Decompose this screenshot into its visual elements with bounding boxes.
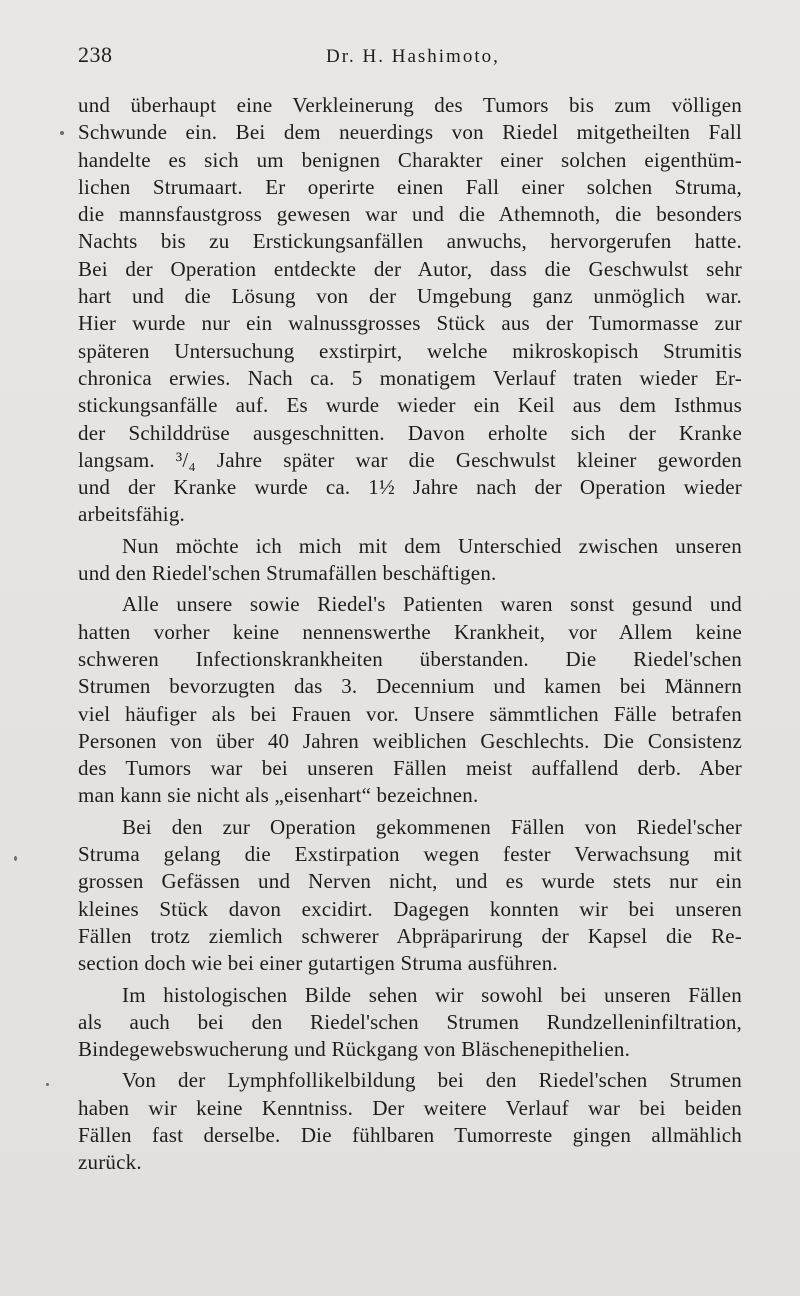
text-line: Nachts bis zu Erstickungsanfällen anwuchs, hervorgerufen hatte. [78, 229, 742, 254]
text-line: Strumen bevorzugten das 3. Decennium und kamen bei Männern [78, 674, 742, 699]
text-line: grossen Gefässen und Nerven nicht, und es wurde stets nur ein [78, 869, 742, 894]
text-line: kleines Stück davon excidirt. Dagegen konnten wir bei unseren [78, 896, 742, 921]
text-line: Personen von über 40 Jahren weiblichen Geschlechts. Die Consistenz [78, 728, 742, 753]
paragraph [78, 982, 742, 1064]
text-line: haben wir keine Kenntniss. Der weitere Verlauf war bei beiden [78, 1095, 742, 1120]
text-line: schweren Infectionskrankheiten überstanden. Die Riedel'schen [78, 646, 742, 671]
page-number: 238 [78, 42, 113, 67]
scan-speck [46, 1083, 49, 1086]
text-line: Schwunde ein. Bei dem neuerdings von Riedel mitgetheilten Fall [78, 120, 742, 145]
text-line: der Schilddrüse ausgeschnitten. Davon erholte sich der Kranke [78, 420, 742, 445]
text-line: hart und die Lösung von der Umgebung ganz unmöglich war. [78, 284, 742, 309]
text-line: Bei der Operation entdeckte der Autor, dass die Geschwulst sehr [78, 256, 742, 281]
text-line: Bei den zur Operation gekommenen Fällen von Riedel'scher [122, 814, 742, 839]
text-line: handelte es sich um benignen Charakter einer solchen eigenthüm- [78, 147, 742, 172]
text-line: die mannsfaustgross gewesen war und die Athemnoth, die besonders [78, 202, 742, 227]
text-line: als auch bei den Riedel'schen Strumen Rundzelleninfiltration, [78, 1009, 742, 1034]
text-line: Alle unsere sowie Riedel's Patienten waren sonst gesund und [122, 592, 742, 617]
text-line: zurück. [78, 1150, 142, 1175]
text-line: Im histologischen Bilde sehen wir sowohl bei unseren Fällen [122, 982, 742, 1007]
text-line: Von der Lymphfollikelbildung bei den Riedel'schen Strumen [122, 1068, 742, 1093]
scan-speck [14, 856, 17, 861]
paragraph [78, 591, 742, 809]
text-line: viel häufiger als bei Frauen vor. Unsere sämmtlichen Fälle betrafen [78, 701, 742, 726]
text-line: section doch wie bei einer gutartigen Struma ausführen. [78, 951, 558, 976]
text-line: Fällen fast derselbe. Die fühlbaren Tumorreste gingen allmählich [78, 1122, 742, 1147]
text-line: arbeitsfähig. [78, 502, 185, 527]
text-line: Bindegewebswucherung und Rückgang von Bläschenepithelien. [78, 1037, 631, 1062]
paragraph [78, 1067, 742, 1176]
text-line: man kann sie nicht als „eisenhart“ bezeichnen. [78, 783, 479, 808]
text-line: und der Kranke wurde ca. 1½ Jahre nach der Operation wieder [78, 475, 742, 500]
scan-speck [60, 131, 64, 135]
text-line: späteren Untersuchung exstirpirt, welche mikroskopisch Strumitis [78, 338, 742, 363]
text-line: Struma gelang die Exstirpation wegen fester Verwachsung mit [78, 842, 742, 867]
text-line: und überhaupt eine Verkleinerung des Tumors bis zum völligen [78, 93, 742, 117]
text-line: und den Riedel'schen Strumafällen beschäftigen. [78, 561, 497, 586]
text-line: Hier wurde nur ein walnussgrosses Stück aus der Tumormasse zur [78, 311, 742, 336]
body-text [78, 92, 742, 1177]
paragraph [78, 814, 742, 978]
running-title: Dr. H. Hashimoto, [326, 46, 500, 67]
paragraph [78, 533, 742, 588]
text-line: hatten vorher keine nennenswerthe Krankheit, vor Allem keine [78, 619, 742, 644]
text-line: Fällen trotz ziemlich schwerer Abpräparirung der Kapsel die Re- [78, 923, 742, 948]
text-line: Nun möchte ich mich mit dem Unterschied zwischen unseren [122, 533, 742, 558]
page-header [78, 42, 738, 72]
text-line: stickungsanfälle auf. Es wurde wieder ein Keil aus dem Isthmus [78, 393, 742, 418]
text-line: des Tumors war bei unseren Fällen meist auffallend derb. Aber [78, 756, 742, 781]
text-line: lichen Strumaart. Er operirte einen Fall einer solchen Struma, [78, 174, 742, 199]
text-line: langsam. ³/₄ Jahre später war die Geschwulst kleiner geworden [78, 447, 742, 472]
text-line: chronica erwies. Nach ca. 5 monatigem Verlauf traten wieder Er- [78, 365, 742, 390]
paragraph [78, 92, 742, 529]
